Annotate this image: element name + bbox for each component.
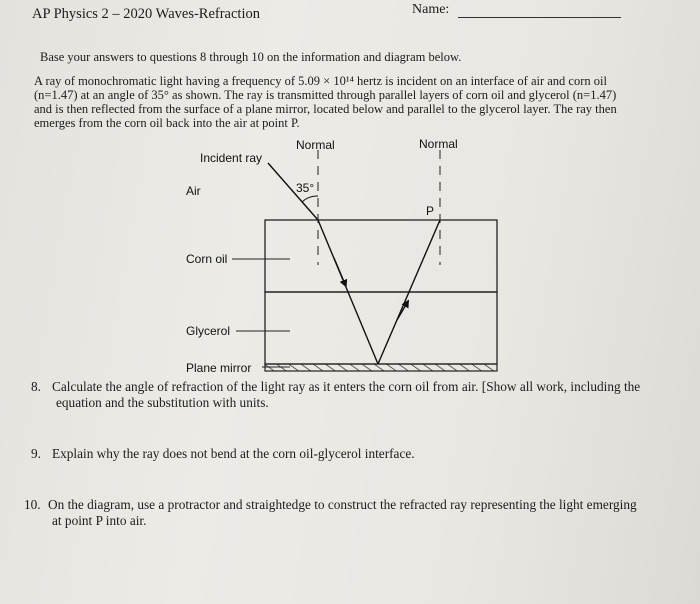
question-8 [31, 379, 671, 415]
incident-ray-label: Incident ray [200, 151, 263, 165]
glycerol-layer [265, 292, 497, 364]
question-text: Calculate the angle of refraction of the light ray as it enters the corn oil from air. [Show all work, including the [52, 379, 641, 394]
question-number: 8. [31, 379, 41, 394]
air-label: Air [186, 184, 201, 198]
question-text: equation and the substitution with units. [56, 394, 269, 410]
question-number: 10. [24, 497, 41, 512]
name-label: Name: [412, 2, 450, 17]
question-number: 9. [31, 446, 41, 461]
angle-label: 35° [296, 181, 315, 195]
question-text: at point P into air. [52, 512, 147, 528]
worksheet-title: AP Physics 2 – 2020 Waves-Refraction [32, 6, 260, 22]
glycerol-label: Glycerol [186, 324, 231, 338]
point-p-label: P [426, 204, 435, 218]
refracted-ray-arrow [334, 258, 345, 284]
reflected-ray-arrow [397, 303, 407, 320]
corn-oil-label: Corn oil [186, 252, 228, 266]
paragraph-line: A ray of monochromatic light having a frequency of 5.09 × 10¹⁴ hertz is incident on an interface of air and corn oil [34, 74, 607, 88]
paragraph-line: (n=1.47) at an angle of 35° as shown. The ray is transmitted through parallel layers of corn oil and glycerol (n=1.47) [34, 88, 617, 102]
plane-mirror-label: Plane mirror [186, 361, 252, 375]
question-9 [31, 446, 671, 464]
plane-mirror-surface [265, 364, 497, 371]
instructions: Base your answers to questions 8 through 10 on the information and diagram below. [40, 50, 462, 64]
corn-oil-layer [265, 220, 497, 292]
question-text: On the diagram, use a protractor and straightedge to construct the refracted ray representing the light emerging [48, 497, 637, 512]
question-text: Explain why the ray does not bend at the corn oil-glycerol interface. [52, 446, 415, 461]
normal-label-right: Normal [419, 137, 458, 151]
normal-label-left: Normal [296, 138, 335, 152]
paragraph-line: and is then reflected from the surface of a plane mirror, located below and parallel to the glycerol layer. The ray then [34, 102, 617, 116]
paragraph-line: emerges from the corn oil back into the air at point P. [34, 116, 300, 130]
angle-arc [302, 196, 318, 202]
question-10 [24, 497, 684, 533]
